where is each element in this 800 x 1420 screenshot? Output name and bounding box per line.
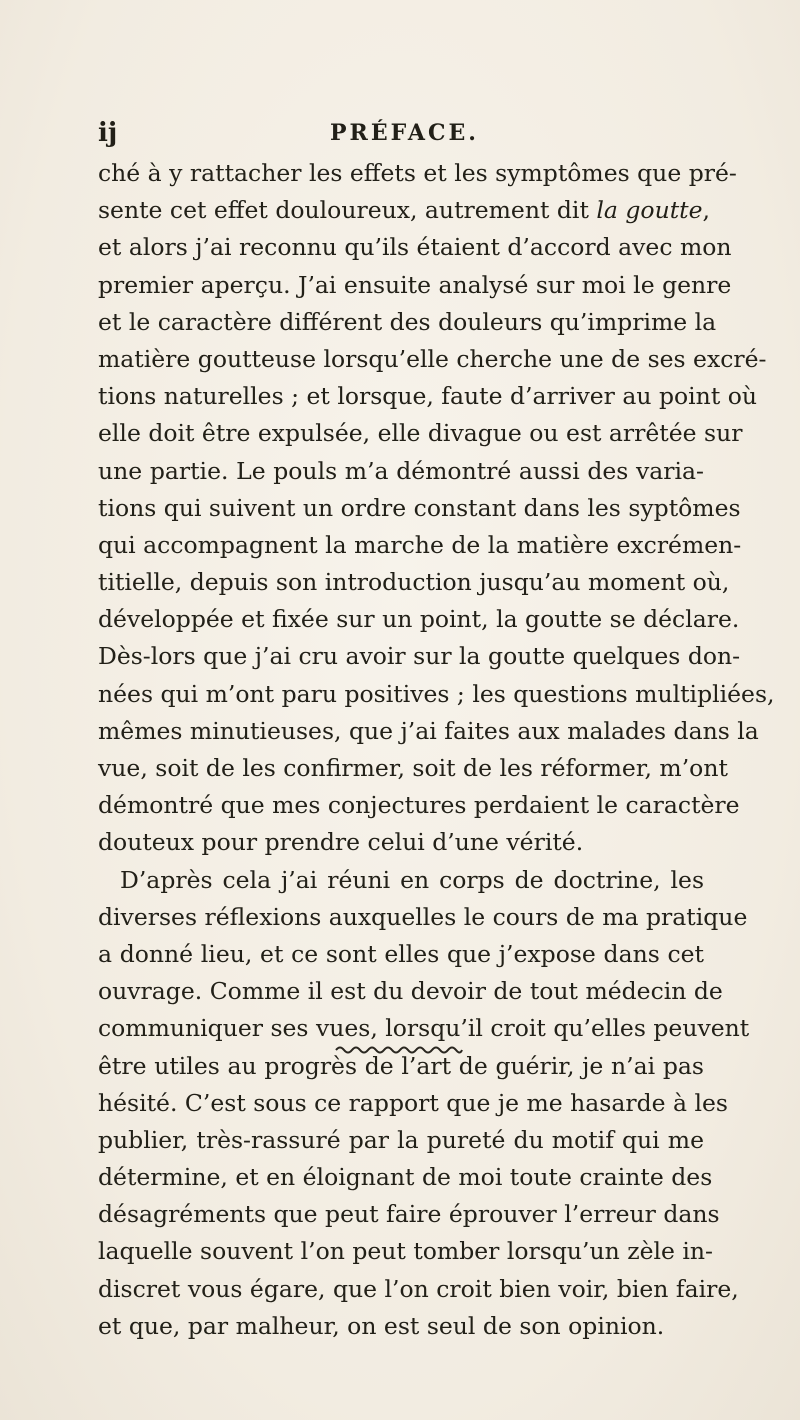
text-line: développée et fixée sur un point, la goutte se déclare.	[98, 605, 740, 634]
text-line: et le caractère différent des douleurs qu’imprime la	[98, 307, 717, 336]
text-line: communiquer ses vues, lorsqu’il croit qu’elles peuvent	[98, 1014, 750, 1043]
text-line: être utiles au progrès de l’art de guérir, je n’ai pas	[98, 1051, 704, 1080]
text-line: publier, très-rassuré par la pureté du motif qui me	[98, 1125, 704, 1154]
text-line: Dès-lors que j’ai cru avoir sur la goutte quelques don-	[98, 642, 741, 671]
text-line: hésité. C’est sous ce rapport que je me hasarde à les	[98, 1088, 728, 1117]
text-line: nées qui m’ont paru positives ; les questions multipliées,	[98, 679, 775, 708]
text-line: et que, par malheur, on est seul de son opinion.	[98, 1311, 665, 1340]
text-line: D’après cela j’ai réuni en corps de doctrine, les	[120, 865, 704, 894]
page-number: ij	[98, 118, 118, 148]
text-line: ché à y rattacher les effets et les symptômes que pré-	[98, 159, 737, 187]
text-line: vue, soit de les confirmer, soit de les réformer, m’ont	[98, 754, 728, 782]
text-line: ouvrage. Comme il est du devoir de tout médecin de	[98, 977, 723, 1006]
text-line: diverses réflexions auxquelles le cours de ma pratique	[98, 902, 748, 931]
italic-phrase: la goutte	[596, 196, 703, 225]
text-line: elle doit être expulsée, elle divague ou est arrêtée sur	[98, 419, 743, 448]
text-line: matière goutteuse lorsqu’elle cherche une de ses excré-	[98, 344, 767, 373]
body-text	[98, 155, 775, 1345]
text-line: et alors j’ai reconnu qu’ils étaient d’accord avec mon	[98, 233, 732, 262]
text-line: titielle, depuis son introduction jusqu’au moment où,	[98, 568, 730, 597]
text-line: désagréments que peut faire éprouver l’erreur dans	[98, 1200, 720, 1229]
page-header	[98, 118, 698, 152]
text-line: tions naturelles ; et lorsque, faute d’arriver au point où	[98, 382, 758, 411]
text-line: discret vous égare, que l’on croit bien voir, bien faire,	[98, 1274, 739, 1303]
text-line: a donné lieu, et ce sont elles que j’expose dans cet	[98, 939, 704, 968]
text-line: une partie. Le pouls m’a démontré aussi des varia-	[98, 456, 704, 485]
text-line: tions qui suivent un ordre constant dans les syptômes	[98, 493, 741, 522]
text-line: qui accompagnent la marche de la matière excrémen-	[98, 530, 742, 559]
running-title: PRÉFACE.	[330, 120, 479, 146]
text-line: laquelle souvent l’on peut tomber lorsqu’un zèle in-	[98, 1237, 713, 1266]
text-line: mêmes minutieuses, que j’ai faites aux malades dans la	[98, 716, 759, 745]
text-line: démontré que mes conjectures perdaient le caractère	[98, 791, 740, 820]
text-line: détermine, et en éloignant de moi toute crainte des	[98, 1163, 713, 1192]
text-segment: sente cet effet douloureux, autrement dit	[98, 196, 597, 225]
text-segment: ,	[702, 196, 710, 225]
text-line	[98, 192, 710, 229]
section-ornament	[334, 1044, 464, 1054]
text-line: premier aperçu. J’ai ensuite analysé sur moi le genre	[98, 270, 732, 299]
text-line: douteux pour prendre celui d’une vérité.	[98, 828, 584, 857]
